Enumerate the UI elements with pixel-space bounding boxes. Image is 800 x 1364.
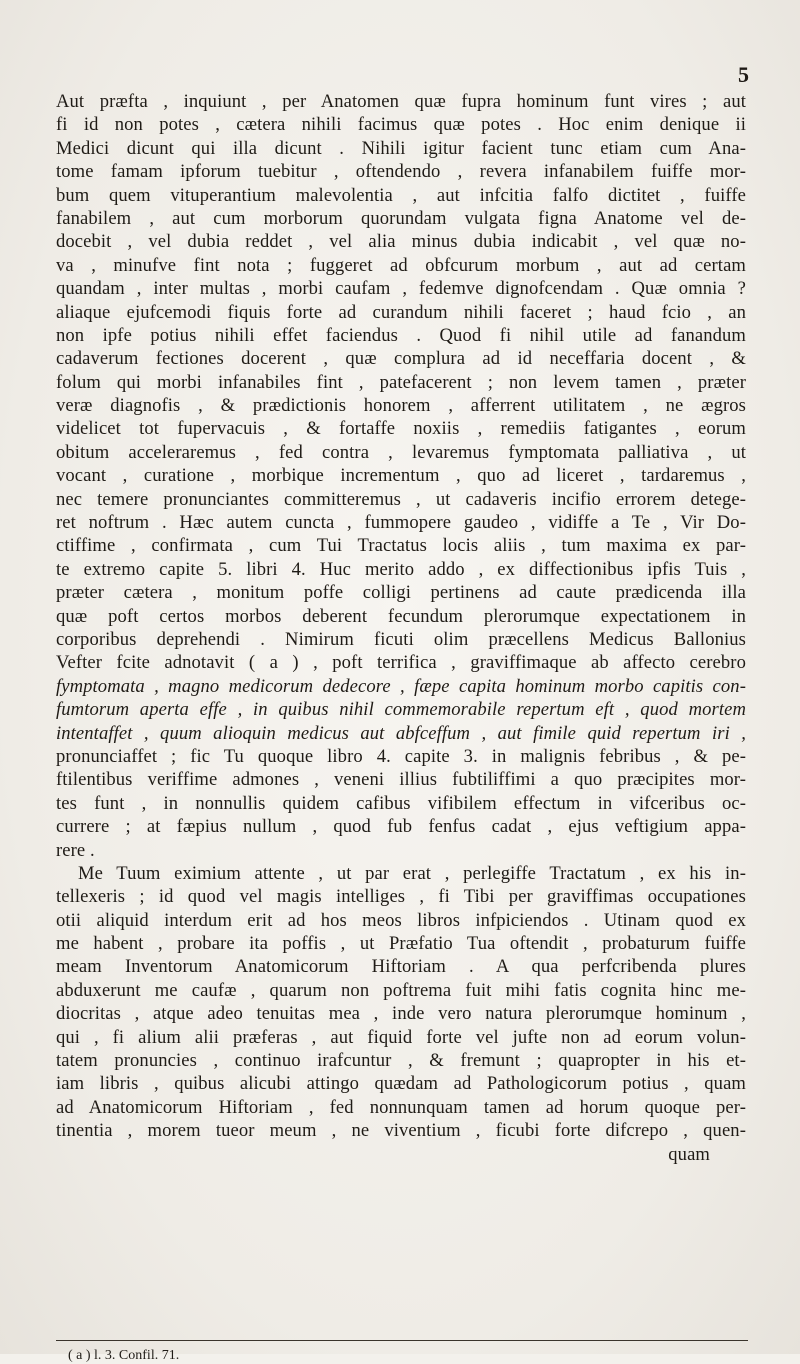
text-line: te extremo capite 5. libri 4. Huc merito addo , ex diffectionibus ipfis Tuis , (56, 558, 746, 580)
text-line: aliaque ejufcemodi fiquis forte ad curandum nihili faceret ; haud fcio , an (56, 301, 746, 323)
text-line: vocant , curatione , morbique incrementum , quo ad liceret , tardaremus , (56, 465, 746, 487)
text-line: me habent , probare ita poffis , ut Præfatio Tua oftendit , probaturum fuiffe (56, 933, 746, 955)
text-line: ftilentibus veriffime admones , veneni illius fubtiliffimi a quo præcipites mor- (56, 769, 746, 791)
text-line: tatem pronuncies , continuo irafcuntur , & fremunt ; quapropter in his et- (56, 1050, 746, 1072)
text-line: rere . (56, 839, 95, 861)
text-line: abduxerunt me caufæ , quarum non poftrema fuit mihi fatis cognita hinc me- (56, 979, 746, 1001)
text-line: otii aliquid interdum erit ad hos meos libros infpiciendos . Utinam quod ex (56, 909, 746, 931)
text-line: tellexeris ; id quod vel magis intelliges , fi Tibi per graviffimas occupationes (56, 886, 746, 908)
text-line: tes funt , in nonnullis quidem cafibus vifibilem effectum in vifceribus oc- (56, 792, 746, 814)
text-line: præter cætera , monitum poffe colligi pertinens ad caute prædicenda illa (56, 582, 746, 604)
text-line: Medici dicunt qui illa dicunt . Nihili igitur facient tunc etiam cum Ana- (56, 137, 746, 159)
text-line: tinentia , morem tueor meum , ne viventium , ficubi forte difcrepo , quen- (56, 1120, 746, 1142)
text-line: iam libris , quibus alicubi attingo quædam ad Pathologicorum potius , quam (56, 1073, 746, 1095)
text-line: intentaffet , quum alioquin medicus aut abfceffum , aut fimile quid repertum iri , (56, 722, 746, 744)
catchword: quam (668, 1143, 710, 1165)
page-number: 5 (738, 62, 749, 87)
text-line: tome famam ipforum tuebitur , oftendendo , revera infanabilem fuiffe mor- (56, 161, 746, 183)
text-line: veræ diagnofis , & prædictionis honorem , afferrent utilitatem , ne ægros (56, 395, 746, 417)
text-line: Aut præfta , inquiunt , per Anatomen quæ fupra hominum funt vires ; aut (56, 91, 746, 112)
text-line: nec temere pronunciantes committeremus , ut cadaveris incifio errorem detege- (56, 488, 746, 510)
text-line: fanabilem , aut cum morborum quorundam vulgata figna Anatome vel de- (56, 207, 746, 229)
text-line: fumtorum aperta effe , in quibus nihil commemorabile repertum eft , quod mortem (56, 699, 746, 721)
text-line: Me Tuum eximium attente , ut par erat , perlegiffe Tractatum , ex his in- (78, 862, 746, 884)
text-line: ad Anatomicorum Hiftoriam , fed nonnunquam tamen ad horum quoque per- (56, 1096, 746, 1118)
text-line: docebit , vel dubia reddet , vel alia minus dubia indicabit , vel quæ no- (56, 231, 746, 253)
text-line: folum qui morbi infanabiles fint , patefacerent ; non levem tamen , præter (56, 371, 746, 393)
footnote-rule (56, 1340, 748, 1341)
text-line: fi id non potes , cætera nihili facimus quæ potes . Hoc enim denique ii (56, 114, 746, 136)
footnote: ( a ) l. 3. Confil. 71. (68, 1348, 180, 1363)
text-line: obitum acceleraremus , fed contra , levaremus fymptomata palliativa , ut (56, 441, 746, 463)
text-line: currere ; at fæpius nullum , quod fub fenfus cadat , ejus veftigium appa- (56, 816, 746, 838)
text-line: bum quem vituperantium malevolentia , aut infcitia falfo dictitet , fuiffe (56, 184, 746, 206)
text-line: qui , fi alium alii præferas , aut fiquid forte vel jufte non ad eorum volun- (56, 1026, 746, 1048)
text-line: videlicet tot fupervacuis , & fortaffe noxiis , remediis fatigantes , eorum (56, 418, 746, 440)
text-line: quandam , inter multas , morbi caufam , fedemve dignofcendam . Quæ omnia ? (56, 278, 746, 300)
body-text (56, 90, 746, 1166)
text-line: va , minufve fint nota ; fuggeret ad obfcurum morbum , aut ad certam (56, 254, 746, 276)
text-line: non ipfe potius nihili effet faciendus . Quod fi nihil utile ad fanandum (56, 324, 746, 346)
text-line: cadaverum fectiones docerent , quæ complura ad id neceffaria docent , & (56, 348, 746, 370)
text-line: meam Inventorum Anatomicorum Hiftoriam . A qua perfcribenda plures (56, 956, 746, 978)
text-line: quæ poft certos morbos deberent fecundum plerorumque expectationem in (56, 605, 746, 627)
text-line: pronunciaffet ; fic Tu quoque libro 4. capite 3. in malignis febribus , & pe- (56, 745, 746, 767)
text-line: Vefter fcite adnotavit ( a ) , poft terrifica , graviffimaque ab affecto cerebro (56, 652, 746, 674)
text-line: ret noftrum . Hæc autem cuncta , fummopere gaudeo , vidiffe a Te , Vir Do- (56, 512, 746, 534)
text-line: ctiffime , confirmata , cum Tui Tractatus locis aliis , tum maxima ex par- (56, 535, 746, 557)
text-line: fymptomata , magno medicorum dedecore , fæpe capita hominum morbo capitis con- (56, 675, 746, 697)
text-line: corporibus deprehendi . Nimirum ficuti olim præcellens Medicus Ballonius (56, 628, 746, 650)
text-line: diocritas , atque adeo tenuitas mea , inde vero natura plerorumque hominum , (56, 1003, 746, 1025)
